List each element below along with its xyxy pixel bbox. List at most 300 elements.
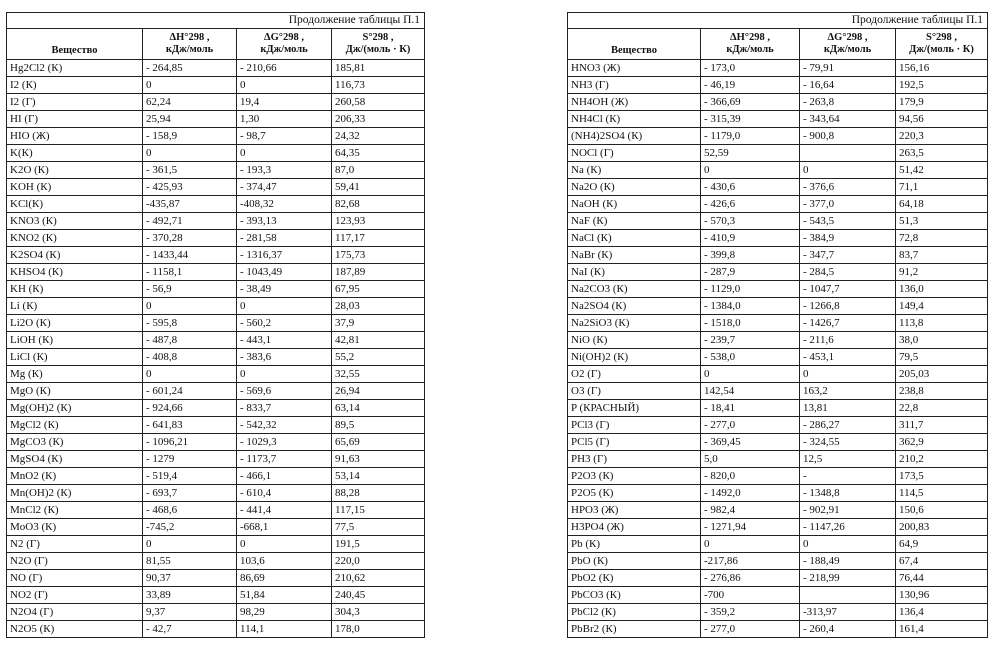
entropy-cell: 149,4 bbox=[896, 298, 988, 315]
gibbs-cell: - 211,6 bbox=[800, 332, 896, 349]
substance-cell: NO (Г) bbox=[7, 570, 143, 587]
substance-cell: Na2O (К) bbox=[568, 179, 701, 196]
gibbs-cell: - 343,64 bbox=[800, 111, 896, 128]
table-row bbox=[568, 587, 988, 604]
substance-cell: HIO (Ж) bbox=[7, 128, 143, 145]
substance-cell: NaI (К) bbox=[568, 264, 701, 281]
substance-cell: NH4Cl (К) bbox=[568, 111, 701, 128]
gibbs-cell: 51,84 bbox=[237, 587, 332, 604]
substance-cell: N2O4 (Г) bbox=[7, 604, 143, 621]
enthalpy-cell: - 1158,1 bbox=[143, 264, 237, 281]
entropy-cell: 220,0 bbox=[332, 553, 425, 570]
table-row bbox=[7, 502, 425, 519]
table-row bbox=[7, 281, 425, 298]
substance-cell: O2 (Г) bbox=[568, 366, 701, 383]
enthalpy-cell: 0 bbox=[143, 366, 237, 383]
header-substance: Вещество bbox=[568, 29, 701, 60]
gibbs-cell: - 98,7 bbox=[237, 128, 332, 145]
table-row bbox=[568, 60, 988, 77]
substance-cell: NaF (К) bbox=[568, 213, 701, 230]
table-row bbox=[568, 281, 988, 298]
thermo-table-right bbox=[567, 12, 988, 638]
substance-cell: Hg2Cl2 (К) bbox=[7, 60, 143, 77]
entropy-cell: 238,8 bbox=[896, 383, 988, 400]
enthalpy-cell: -217,86 bbox=[701, 553, 800, 570]
substance-cell: MgSO4 (К) bbox=[7, 451, 143, 468]
entropy-cell: 113,8 bbox=[896, 315, 988, 332]
table-row bbox=[568, 417, 988, 434]
gibbs-cell: - 610,4 bbox=[237, 485, 332, 502]
substance-cell: LiCl (К) bbox=[7, 349, 143, 366]
enthalpy-cell: - 370,28 bbox=[143, 230, 237, 247]
header-entropy-symbol: S°298 , bbox=[925, 32, 958, 43]
header-substance: Вещество bbox=[7, 29, 143, 60]
gibbs-cell: - 286,27 bbox=[800, 417, 896, 434]
header-entropy-unit: Дж/(моль · К) bbox=[909, 44, 974, 55]
enthalpy-cell: - 1518,0 bbox=[701, 315, 800, 332]
substance-cell: MnO2 (К) bbox=[7, 468, 143, 485]
substance-cell: HI (Г) bbox=[7, 111, 143, 128]
gibbs-cell: - 281,58 bbox=[237, 230, 332, 247]
gibbs-cell: 86,69 bbox=[237, 570, 332, 587]
entropy-cell: 26,94 bbox=[332, 383, 425, 400]
table-row bbox=[7, 145, 425, 162]
entropy-cell: 179,9 bbox=[896, 94, 988, 111]
table-row bbox=[7, 111, 425, 128]
entropy-cell: 150,6 bbox=[896, 502, 988, 519]
enthalpy-cell: - 42,7 bbox=[143, 621, 237, 638]
substance-cell: Ni(OH)2 (К) bbox=[568, 349, 701, 366]
substance-cell: KH (К) bbox=[7, 281, 143, 298]
entropy-cell: 210,2 bbox=[896, 451, 988, 468]
entropy-cell: 79,5 bbox=[896, 349, 988, 366]
substance-cell: Na (К) bbox=[568, 162, 701, 179]
substance-cell: MgO (К) bbox=[7, 383, 143, 400]
gibbs-cell: - 1348,8 bbox=[800, 485, 896, 502]
table-row bbox=[7, 77, 425, 94]
enthalpy-cell: - 570,3 bbox=[701, 213, 800, 230]
header-enthalpy-symbol: ΔH°298 , bbox=[730, 32, 770, 43]
gibbs-cell: 0 bbox=[800, 536, 896, 553]
table-row bbox=[568, 451, 988, 468]
gibbs-cell bbox=[800, 145, 896, 162]
gibbs-cell: - 1029,3 bbox=[237, 434, 332, 451]
gibbs-cell: 1,30 bbox=[237, 111, 332, 128]
gibbs-cell: - 263,8 bbox=[800, 94, 896, 111]
table-row bbox=[568, 485, 988, 502]
gibbs-cell: - 1147,26 bbox=[800, 519, 896, 536]
substance-cell: HNO3 (Ж) bbox=[568, 60, 701, 77]
table-caption: Продолжение таблицы П.1 bbox=[568, 13, 988, 29]
enthalpy-cell: -745,2 bbox=[143, 519, 237, 536]
gibbs-cell: - 284,5 bbox=[800, 264, 896, 281]
table-row bbox=[568, 621, 988, 638]
entropy-cell: 67,95 bbox=[332, 281, 425, 298]
entropy-cell: 117,15 bbox=[332, 502, 425, 519]
entropy-cell: 178,0 bbox=[332, 621, 425, 638]
table-row bbox=[568, 468, 988, 485]
gibbs-cell: - 376,6 bbox=[800, 179, 896, 196]
substance-cell: Mn(OH)2 (К) bbox=[7, 485, 143, 502]
entropy-cell: 240,45 bbox=[332, 587, 425, 604]
enthalpy-cell: - 359,2 bbox=[701, 604, 800, 621]
entropy-cell: 156,16 bbox=[896, 60, 988, 77]
table-row bbox=[568, 519, 988, 536]
gibbs-cell: - 543,5 bbox=[800, 213, 896, 230]
enthalpy-cell: 52,59 bbox=[701, 145, 800, 162]
table-row bbox=[7, 434, 425, 451]
table-row bbox=[7, 417, 425, 434]
entropy-cell: 51,42 bbox=[896, 162, 988, 179]
enthalpy-cell: 0 bbox=[143, 77, 237, 94]
substance-cell: HPO3 (Ж) bbox=[568, 502, 701, 519]
enthalpy-cell: - 1279 bbox=[143, 451, 237, 468]
enthalpy-cell: - 601,24 bbox=[143, 383, 237, 400]
gibbs-cell: - 210,66 bbox=[237, 60, 332, 77]
header-row bbox=[7, 29, 425, 60]
gibbs-cell: - 383,6 bbox=[237, 349, 332, 366]
header-entropy-symbol: S°298 , bbox=[362, 32, 394, 43]
thermo-table-left bbox=[6, 12, 425, 638]
substance-cell: K2O (К) bbox=[7, 162, 143, 179]
enthalpy-cell: - 820,0 bbox=[701, 468, 800, 485]
table-row bbox=[568, 570, 988, 587]
enthalpy-cell: 0 bbox=[701, 536, 800, 553]
substance-cell: PbCO3 (К) bbox=[568, 587, 701, 604]
table-row bbox=[568, 604, 988, 621]
gibbs-cell: - 542,32 bbox=[237, 417, 332, 434]
enthalpy-cell: - 1179,0 bbox=[701, 128, 800, 145]
gibbs-cell: -313,97 bbox=[800, 604, 896, 621]
table-row bbox=[568, 349, 988, 366]
table-row bbox=[568, 332, 988, 349]
entropy-cell: 123,93 bbox=[332, 213, 425, 230]
enthalpy-cell: - 277,0 bbox=[701, 621, 800, 638]
enthalpy-cell: - 595,8 bbox=[143, 315, 237, 332]
enthalpy-cell: - 239,7 bbox=[701, 332, 800, 349]
gibbs-cell: - 193,3 bbox=[237, 162, 332, 179]
enthalpy-cell: - 369,45 bbox=[701, 434, 800, 451]
substance-cell: PbBr2 (К) bbox=[568, 621, 701, 638]
enthalpy-cell: - 538,0 bbox=[701, 349, 800, 366]
enthalpy-cell: - 173,0 bbox=[701, 60, 800, 77]
substance-cell: KCl(К) bbox=[7, 196, 143, 213]
substance-cell: PCl3 (Г) bbox=[568, 417, 701, 434]
table-row bbox=[568, 247, 988, 264]
entropy-cell: 76,44 bbox=[896, 570, 988, 587]
table-row bbox=[7, 264, 425, 281]
substance-cell: MnCl2 (К) bbox=[7, 502, 143, 519]
header-gibbs bbox=[800, 29, 896, 60]
header-row bbox=[568, 29, 988, 60]
table-row bbox=[568, 162, 988, 179]
enthalpy-cell: - 519,4 bbox=[143, 468, 237, 485]
header-gibbs-unit: кДж/моль bbox=[823, 44, 872, 55]
gibbs-cell: 12,5 bbox=[800, 451, 896, 468]
table-row bbox=[7, 162, 425, 179]
substance-cell: P2O5 (К) bbox=[568, 485, 701, 502]
enthalpy-cell: 0 bbox=[701, 366, 800, 383]
table-row bbox=[7, 604, 425, 621]
gibbs-cell: 0 bbox=[237, 366, 332, 383]
enthalpy-cell: - 287,9 bbox=[701, 264, 800, 281]
entropy-cell: 117,17 bbox=[332, 230, 425, 247]
table-row bbox=[568, 179, 988, 196]
gibbs-cell: - 1426,7 bbox=[800, 315, 896, 332]
substance-cell: Na2CO3 (К) bbox=[568, 281, 701, 298]
entropy-cell: 200,83 bbox=[896, 519, 988, 536]
substance-cell: PH3 (Г) bbox=[568, 451, 701, 468]
enthalpy-cell: 81,55 bbox=[143, 553, 237, 570]
header-enthalpy-unit: кДж/моль bbox=[165, 44, 214, 55]
enthalpy-cell: - 1384,0 bbox=[701, 298, 800, 315]
table-row bbox=[568, 502, 988, 519]
substance-cell: NaOH (К) bbox=[568, 196, 701, 213]
table-row bbox=[7, 332, 425, 349]
entropy-cell: 67,4 bbox=[896, 553, 988, 570]
table-row bbox=[568, 196, 988, 213]
entropy-cell: 82,68 bbox=[332, 196, 425, 213]
gibbs-cell: - 38,49 bbox=[237, 281, 332, 298]
substance-cell: NOCl (Г) bbox=[568, 145, 701, 162]
gibbs-cell: - 1043,49 bbox=[237, 264, 332, 281]
enthalpy-cell: - 924,66 bbox=[143, 400, 237, 417]
table-row bbox=[568, 230, 988, 247]
gibbs-cell: - 466,1 bbox=[237, 468, 332, 485]
header-enthalpy-unit: кДж/моль bbox=[726, 44, 774, 55]
header-gibbs bbox=[237, 29, 332, 60]
entropy-cell: 83,7 bbox=[896, 247, 988, 264]
table-row bbox=[7, 230, 425, 247]
header-entropy-unit: Дж/(моль · К) bbox=[345, 44, 411, 55]
substance-cell: O3 (Г) bbox=[568, 383, 701, 400]
table-row bbox=[568, 315, 988, 332]
enthalpy-cell: - 46,19 bbox=[701, 77, 800, 94]
entropy-cell: 64,9 bbox=[896, 536, 988, 553]
enthalpy-cell: - 982,4 bbox=[701, 502, 800, 519]
substance-cell: NO2 (Г) bbox=[7, 587, 143, 604]
enthalpy-cell: - 361,5 bbox=[143, 162, 237, 179]
table-row bbox=[568, 536, 988, 553]
table-row bbox=[7, 196, 425, 213]
substance-cell: KHSO4 (К) bbox=[7, 264, 143, 281]
gibbs-cell: 19,4 bbox=[237, 94, 332, 111]
enthalpy-cell: -435,87 bbox=[143, 196, 237, 213]
entropy-cell: 89,5 bbox=[332, 417, 425, 434]
gibbs-cell: - 218,99 bbox=[800, 570, 896, 587]
enthalpy-cell: - 277,0 bbox=[701, 417, 800, 434]
table-body-right bbox=[568, 13, 988, 638]
gibbs-cell: 0 bbox=[237, 536, 332, 553]
entropy-cell: 362,9 bbox=[896, 434, 988, 451]
substance-cell: P (КРАСНЫЙ) bbox=[568, 400, 701, 417]
substance-cell: NiO (К) bbox=[568, 332, 701, 349]
entropy-cell: 71,1 bbox=[896, 179, 988, 196]
enthalpy-cell: - 641,83 bbox=[143, 417, 237, 434]
gibbs-cell: - 443,1 bbox=[237, 332, 332, 349]
enthalpy-cell: - 468,6 bbox=[143, 502, 237, 519]
table-row bbox=[568, 264, 988, 281]
substance-cell: KOH (К) bbox=[7, 179, 143, 196]
entropy-cell: 55,2 bbox=[332, 349, 425, 366]
gibbs-cell: 0 bbox=[800, 366, 896, 383]
enthalpy-cell: 62,24 bbox=[143, 94, 237, 111]
substance-cell: N2O (Г) bbox=[7, 553, 143, 570]
table-row bbox=[568, 213, 988, 230]
table-row bbox=[7, 451, 425, 468]
gibbs-cell: - 79,91 bbox=[800, 60, 896, 77]
gibbs-cell: - 569,6 bbox=[237, 383, 332, 400]
substance-cell: K2SO4 (К) bbox=[7, 247, 143, 264]
gibbs-cell: - 900,8 bbox=[800, 128, 896, 145]
enthalpy-cell: - 366,69 bbox=[701, 94, 800, 111]
substance-cell: N2O5 (К) bbox=[7, 621, 143, 638]
gibbs-cell: - 1173,7 bbox=[237, 451, 332, 468]
enthalpy-cell: 25,94 bbox=[143, 111, 237, 128]
header-gibbs-symbol: ΔG°298 , bbox=[264, 32, 304, 43]
header-entropy bbox=[896, 29, 988, 60]
gibbs-cell: - 377,0 bbox=[800, 196, 896, 213]
substance-cell: MoO3 (К) bbox=[7, 519, 143, 536]
enthalpy-cell: - 426,6 bbox=[701, 196, 800, 213]
substance-cell: H3PO4 (Ж) bbox=[568, 519, 701, 536]
enthalpy-cell: 5,0 bbox=[701, 451, 800, 468]
header-enthalpy-symbol: ΔH°298 , bbox=[169, 32, 210, 43]
gibbs-cell: - bbox=[800, 468, 896, 485]
substance-cell: Mg (К) bbox=[7, 366, 143, 383]
gibbs-cell: - 902,91 bbox=[800, 502, 896, 519]
table-row bbox=[568, 145, 988, 162]
table-row bbox=[568, 111, 988, 128]
substance-cell: PCl5 (Г) bbox=[568, 434, 701, 451]
table-row bbox=[568, 434, 988, 451]
table-row bbox=[568, 128, 988, 145]
enthalpy-cell: - 399,8 bbox=[701, 247, 800, 264]
substance-cell: PbO2 (К) bbox=[568, 570, 701, 587]
substance-cell: Li (К) bbox=[7, 298, 143, 315]
enthalpy-cell: 0 bbox=[701, 162, 800, 179]
entropy-cell: 136,0 bbox=[896, 281, 988, 298]
substance-cell: KNO3 (К) bbox=[7, 213, 143, 230]
gibbs-cell: -408,32 bbox=[237, 196, 332, 213]
entropy-cell: 130,96 bbox=[896, 587, 988, 604]
entropy-cell: 42,81 bbox=[332, 332, 425, 349]
entropy-cell: 28,03 bbox=[332, 298, 425, 315]
table-row bbox=[568, 366, 988, 383]
entropy-cell: 72,8 bbox=[896, 230, 988, 247]
table-row bbox=[7, 400, 425, 417]
enthalpy-cell: - 425,93 bbox=[143, 179, 237, 196]
substance-cell: (NH4)2SO4 (К) bbox=[568, 128, 701, 145]
header-enthalpy bbox=[701, 29, 800, 60]
entropy-cell: 22,8 bbox=[896, 400, 988, 417]
entropy-cell: 63,14 bbox=[332, 400, 425, 417]
table-row bbox=[7, 349, 425, 366]
entropy-cell: 187,89 bbox=[332, 264, 425, 281]
header-entropy bbox=[332, 29, 425, 60]
entropy-cell: 260,58 bbox=[332, 94, 425, 111]
substance-cell: P2O3 (К) bbox=[568, 468, 701, 485]
table-caption: Продолжение таблицы П.1 bbox=[7, 13, 425, 29]
table-row bbox=[568, 400, 988, 417]
substance-cell: K(К) bbox=[7, 145, 143, 162]
entropy-cell: 206,33 bbox=[332, 111, 425, 128]
table-row bbox=[7, 213, 425, 230]
entropy-cell: 65,69 bbox=[332, 434, 425, 451]
enthalpy-cell: - 408,8 bbox=[143, 349, 237, 366]
gibbs-cell: - 1266,8 bbox=[800, 298, 896, 315]
table-row bbox=[7, 94, 425, 111]
gibbs-cell: - 16,64 bbox=[800, 77, 896, 94]
entropy-cell: 210,62 bbox=[332, 570, 425, 587]
enthalpy-cell: - 487,8 bbox=[143, 332, 237, 349]
enthalpy-cell: - 1433,44 bbox=[143, 247, 237, 264]
table-row bbox=[7, 468, 425, 485]
gibbs-cell bbox=[800, 587, 896, 604]
enthalpy-cell: 0 bbox=[143, 298, 237, 315]
substance-cell: PbO (К) bbox=[568, 553, 701, 570]
entropy-cell: 77,5 bbox=[332, 519, 425, 536]
gibbs-cell: - 560,2 bbox=[237, 315, 332, 332]
gibbs-cell: 13,81 bbox=[800, 400, 896, 417]
entropy-cell: 59,41 bbox=[332, 179, 425, 196]
entropy-cell: 192,5 bbox=[896, 77, 988, 94]
entropy-cell: 37,9 bbox=[332, 315, 425, 332]
entropy-cell: 185,81 bbox=[332, 60, 425, 77]
table-row bbox=[568, 553, 988, 570]
table-row bbox=[7, 519, 425, 536]
entropy-cell: 53,14 bbox=[332, 468, 425, 485]
table-row bbox=[7, 587, 425, 604]
table-row bbox=[7, 366, 425, 383]
gibbs-cell: - 347,7 bbox=[800, 247, 896, 264]
substance-cell: PbCl2 (К) bbox=[568, 604, 701, 621]
gibbs-cell: 0 bbox=[800, 162, 896, 179]
enthalpy-cell: 0 bbox=[143, 145, 237, 162]
table-row bbox=[7, 485, 425, 502]
entropy-cell: 64,35 bbox=[332, 145, 425, 162]
header-gibbs-unit: кДж/моль bbox=[260, 44, 308, 55]
table-row bbox=[7, 128, 425, 145]
substance-cell: NH4OH (Ж) bbox=[568, 94, 701, 111]
substance-cell: LiOH (К) bbox=[7, 332, 143, 349]
gibbs-cell: - 441,4 bbox=[237, 502, 332, 519]
table-row bbox=[7, 179, 425, 196]
gibbs-cell: 163,2 bbox=[800, 383, 896, 400]
enthalpy-cell: - 315,39 bbox=[701, 111, 800, 128]
enthalpy-cell: 0 bbox=[143, 536, 237, 553]
enthalpy-cell: - 492,71 bbox=[143, 213, 237, 230]
substance-cell: Na2SO4 (К) bbox=[568, 298, 701, 315]
gibbs-cell: - 833,7 bbox=[237, 400, 332, 417]
gibbs-cell: - 393,13 bbox=[237, 213, 332, 230]
enthalpy-cell: - 264,85 bbox=[143, 60, 237, 77]
entropy-cell: 220,3 bbox=[896, 128, 988, 145]
enthalpy-cell: - 1271,94 bbox=[701, 519, 800, 536]
gibbs-cell: 98,29 bbox=[237, 604, 332, 621]
entropy-cell: 263,5 bbox=[896, 145, 988, 162]
entropy-cell: 161,4 bbox=[896, 621, 988, 638]
entropy-cell: 191,5 bbox=[332, 536, 425, 553]
entropy-cell: 87,0 bbox=[332, 162, 425, 179]
entropy-cell: 173,5 bbox=[896, 468, 988, 485]
enthalpy-cell: - 1492,0 bbox=[701, 485, 800, 502]
entropy-cell: 114,5 bbox=[896, 485, 988, 502]
entropy-cell: 38,0 bbox=[896, 332, 988, 349]
enthalpy-cell: - 430,6 bbox=[701, 179, 800, 196]
gibbs-cell: - 324,55 bbox=[800, 434, 896, 451]
table-body-left bbox=[7, 13, 425, 638]
